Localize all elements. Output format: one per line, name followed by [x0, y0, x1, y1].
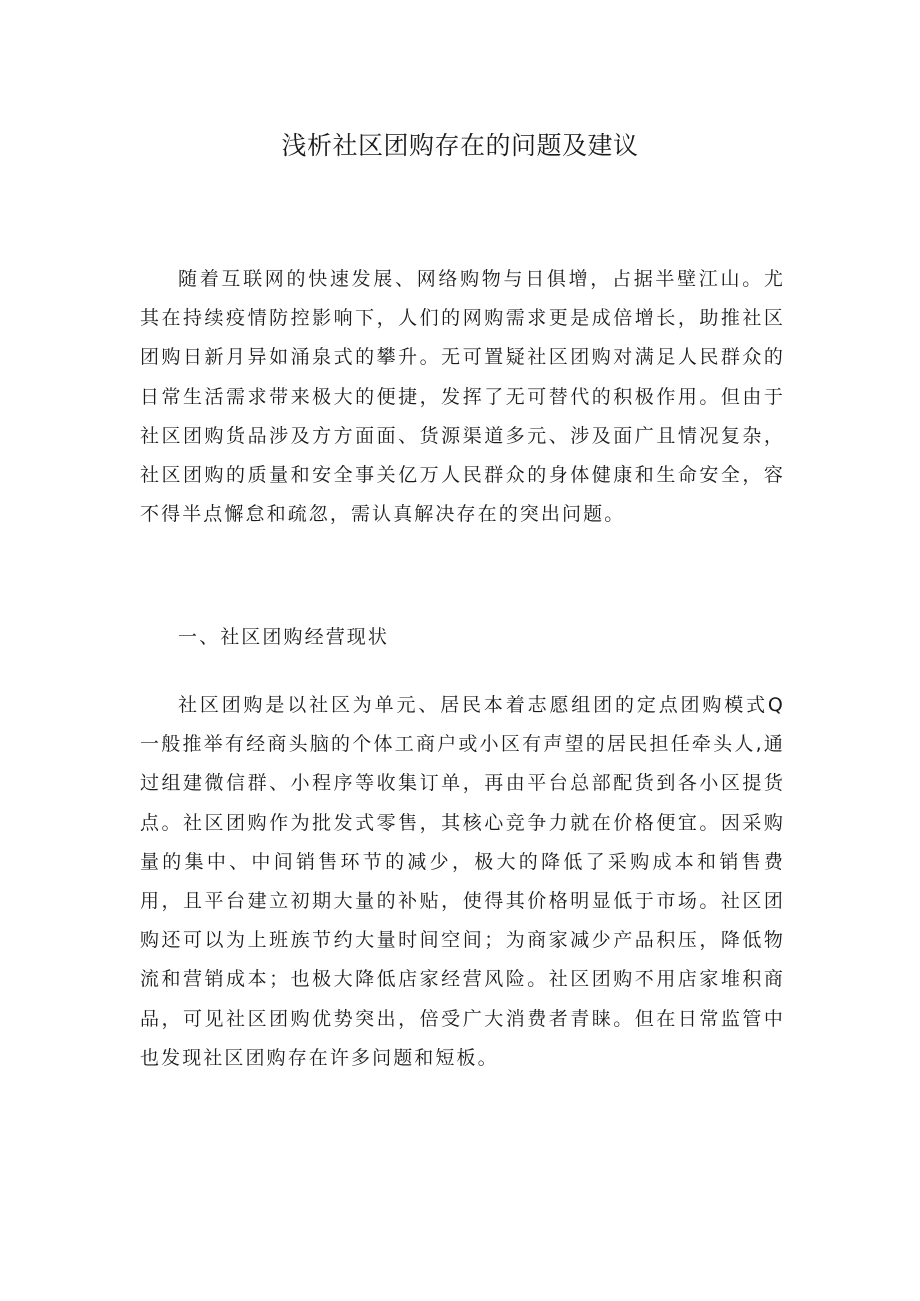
document-title: 浅析社区团购存在的问题及建议: [281, 131, 639, 160]
section-1-heading: 一、社区团购经营现状: [178, 626, 390, 648]
section-1-paragraph: 社区团购是以社区为单元、居民本着志愿组团的定点团购模式Q一般推举有经商头脑的个体工商户或小区有声望的居民担任牵头人,通过组建微信群、小程序等收集订单，再由平台总部配货到各小区提货点。社区团购作为批发式零售，其核心竞争力就在价格便宜。因采购量的集中、中间销售环节的减少，极大的降低了采购成本和销售费用，且平台建立初期大量的补贴，使得其价格明显低于市场。社区团购还可以为上班族节约大量时间空间；为商家减少产品积压，降低物流和营销成本；也极大降低店家经营风险。社区团购不用店家堆积商品，可见社区团购优势突出，倍受广大消费者青睐。但在日常监管中也发现社区团购存在许多问题和短板。: [140, 694, 785, 1069]
intro-paragraph: 随着互联网的快速发展、网络购物与日俱增，占据半壁江山。尤其在持续疫情防控影响下，人们的网购需求更是成倍增长，助推社区团购日新月异如涌泉式的攀升。无可置疑社区团购对满足人民群众的日常生活需求带来极大的便捷，发挥了无可替代的积极作用。但由于社区团购货品涉及方方面面、货源渠道多元、涉及面广且情况复杂，社区团购的质量和安全事关亿万人民群众的身体健康和生命安全，容不得半点懈怠和疏忽，需认真解决存在的突出问题。: [140, 268, 785, 526]
